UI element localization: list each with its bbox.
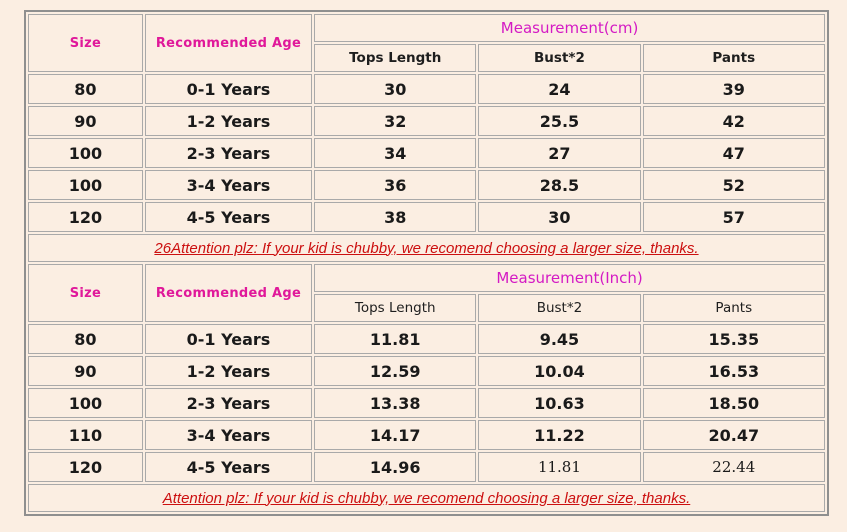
cm-measurement-header: Measurement(cm) bbox=[314, 14, 825, 42]
tops-cell: 12.59 bbox=[314, 356, 476, 386]
bust-cell: 11.81 bbox=[478, 452, 640, 482]
age-cell: 1-2 Years bbox=[145, 356, 312, 386]
table-row bbox=[28, 324, 825, 354]
size-cell: 100 bbox=[28, 388, 143, 418]
cm-size-header: Size bbox=[28, 14, 143, 72]
attention-notice: 26Attention plz: If your kid is chubby, we recomend choosing a larger size, thanks. bbox=[28, 234, 825, 262]
size-chart bbox=[24, 10, 829, 516]
inch-age-header: Recommended Age bbox=[145, 264, 312, 322]
table-row bbox=[28, 106, 825, 136]
bust-cell: 10.04 bbox=[478, 356, 640, 386]
bust-cell: 11.22 bbox=[478, 420, 640, 450]
tops-cell: 36 bbox=[314, 170, 476, 200]
cm-bust-header: Bust*2 bbox=[478, 44, 640, 72]
inch-bust-header: Bust*2 bbox=[478, 294, 640, 322]
table-row bbox=[28, 202, 825, 232]
tops-cell: 14.96 bbox=[314, 452, 476, 482]
cm-age-header: Recommended Age bbox=[145, 14, 312, 72]
table-row bbox=[28, 388, 825, 418]
tops-cell: 14.17 bbox=[314, 420, 476, 450]
pants-cell: 16.53 bbox=[643, 356, 825, 386]
age-cell: 0-1 Years bbox=[145, 74, 312, 104]
age-cell: 4-5 Years bbox=[145, 202, 312, 232]
table-row bbox=[28, 452, 825, 482]
tops-cell: 11.81 bbox=[314, 324, 476, 354]
inch-measurement-header: Measurement(Inch) bbox=[314, 264, 825, 292]
inch-tops-header: Tops Length bbox=[314, 294, 476, 322]
age-cell: 4-5 Years bbox=[145, 452, 312, 482]
cm-header-row bbox=[28, 14, 825, 42]
table-row bbox=[28, 74, 825, 104]
size-cell: 120 bbox=[28, 202, 143, 232]
inch-pants-header: Pants bbox=[643, 294, 825, 322]
tops-cell: 34 bbox=[314, 138, 476, 168]
cm-tops-header: Tops Length bbox=[314, 44, 476, 72]
bust-cell: 10.63 bbox=[478, 388, 640, 418]
bust-cell: 24 bbox=[478, 74, 640, 104]
size-cell: 80 bbox=[28, 324, 143, 354]
cm-notice-row bbox=[28, 234, 825, 262]
pants-cell: 42 bbox=[643, 106, 825, 136]
table-row bbox=[28, 170, 825, 200]
age-cell: 2-3 Years bbox=[145, 138, 312, 168]
tops-cell: 30 bbox=[314, 74, 476, 104]
size-cell: 80 bbox=[28, 74, 143, 104]
size-cell: 120 bbox=[28, 452, 143, 482]
pants-cell: 39 bbox=[643, 74, 825, 104]
size-cell: 100 bbox=[28, 170, 143, 200]
size-cell: 90 bbox=[28, 106, 143, 136]
cm-pants-header: Pants bbox=[643, 44, 825, 72]
age-cell: 1-2 Years bbox=[145, 106, 312, 136]
bust-cell: 30 bbox=[478, 202, 640, 232]
bust-cell: 27 bbox=[478, 138, 640, 168]
inch-header-row bbox=[28, 264, 825, 292]
age-cell: 3-4 Years bbox=[145, 420, 312, 450]
inch-notice-row bbox=[28, 484, 825, 512]
table-row bbox=[28, 138, 825, 168]
pants-cell: 22.44 bbox=[643, 452, 825, 482]
inch-size-header: Size bbox=[28, 264, 143, 322]
bust-cell: 25.5 bbox=[478, 106, 640, 136]
age-cell: 3-4 Years bbox=[145, 170, 312, 200]
age-cell: 0-1 Years bbox=[145, 324, 312, 354]
tops-cell: 13.38 bbox=[314, 388, 476, 418]
attention-notice: Attention plz: If your kid is chubby, we recomend choosing a larger size, thanks. bbox=[28, 484, 825, 512]
bust-cell: 9.45 bbox=[478, 324, 640, 354]
size-cell: 90 bbox=[28, 356, 143, 386]
tops-cell: 38 bbox=[314, 202, 476, 232]
table-row bbox=[28, 420, 825, 450]
pants-cell: 20.47 bbox=[643, 420, 825, 450]
pants-cell: 18.50 bbox=[643, 388, 825, 418]
pants-cell: 52 bbox=[643, 170, 825, 200]
tops-cell: 32 bbox=[314, 106, 476, 136]
size-cell: 110 bbox=[28, 420, 143, 450]
pants-cell: 57 bbox=[643, 202, 825, 232]
table-row bbox=[28, 356, 825, 386]
size-chart-table bbox=[26, 12, 827, 514]
age-cell: 2-3 Years bbox=[145, 388, 312, 418]
size-cell: 100 bbox=[28, 138, 143, 168]
bust-cell: 28.5 bbox=[478, 170, 640, 200]
pants-cell: 15.35 bbox=[643, 324, 825, 354]
pants-cell: 47 bbox=[643, 138, 825, 168]
